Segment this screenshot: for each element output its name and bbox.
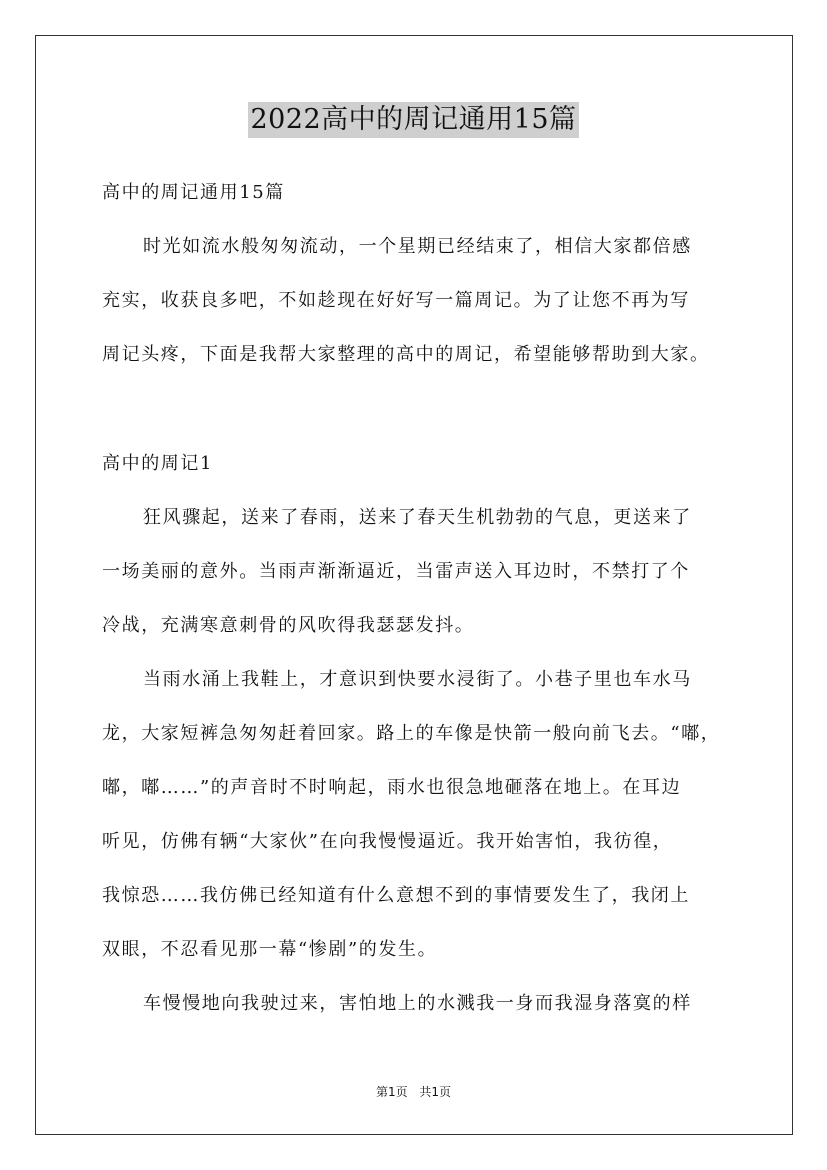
- paragraph-line: 嘟，嘟……”的声音时不时响起，雨水也很急地砸落在地上。在耳边: [102, 777, 682, 798]
- paragraph-line: 龙，大家短裤急匆匆赶着回家。路上的车像是快箭一般向前飞去。“嘟，: [102, 723, 721, 744]
- intro-line: 时光如流水般匆匆流动，一个星期已经结束了，相信大家都倍感: [143, 236, 692, 257]
- document-title: 2022高中的周记通用15篇: [248, 102, 578, 138]
- paragraph-line: 双眼，不忍看见那一幕“惨剧”的发生。: [102, 939, 438, 960]
- paragraph-line: 我惊恐……我仿佛已经知道有什么意想不到的事情要发生了，我闭上: [102, 885, 690, 906]
- paragraph-line: 车慢慢地向我驶过来，害怕地上的水溅我一身而我湿身落寞的样: [143, 993, 692, 1014]
- page-footer: [0, 1083, 827, 1100]
- page-total: 共1页: [419, 1085, 452, 1099]
- paragraph-line: 冷战，充满寒意刺骨的风吹得我瑟瑟发抖。: [102, 615, 475, 636]
- intro-line: 充实，收获良多吧，不如趁现在好好写一篇周记。为了让您不再为写: [102, 290, 690, 311]
- paragraph-line: 一场美丽的意外。当雨声渐渐逼近，当雷声送入耳边时，不禁打了个: [102, 561, 690, 582]
- page-number: 第1页: [375, 1085, 408, 1099]
- paragraph-line: 狂风骤起，送来了春雨，送来了春天生机勃勃的气息，更送来了: [143, 507, 692, 528]
- paragraph-line: 当雨水涌上我鞋上，才意识到快要水浸街了。小巷子里也车水马: [143, 669, 692, 690]
- title-container: [0, 102, 827, 138]
- section-heading: 高中的周记1: [102, 453, 214, 474]
- paragraph-line: 听见，仿佛有辆“大家伙”在向我慢慢逼近。我开始害怕，我彷徨，: [102, 831, 673, 852]
- document-subtitle: 高中的周记通用15篇: [102, 182, 285, 203]
- intro-line: 周记头疼，下面是我帮大家整理的高中的周记，希望能够帮助到大家。: [102, 344, 710, 365]
